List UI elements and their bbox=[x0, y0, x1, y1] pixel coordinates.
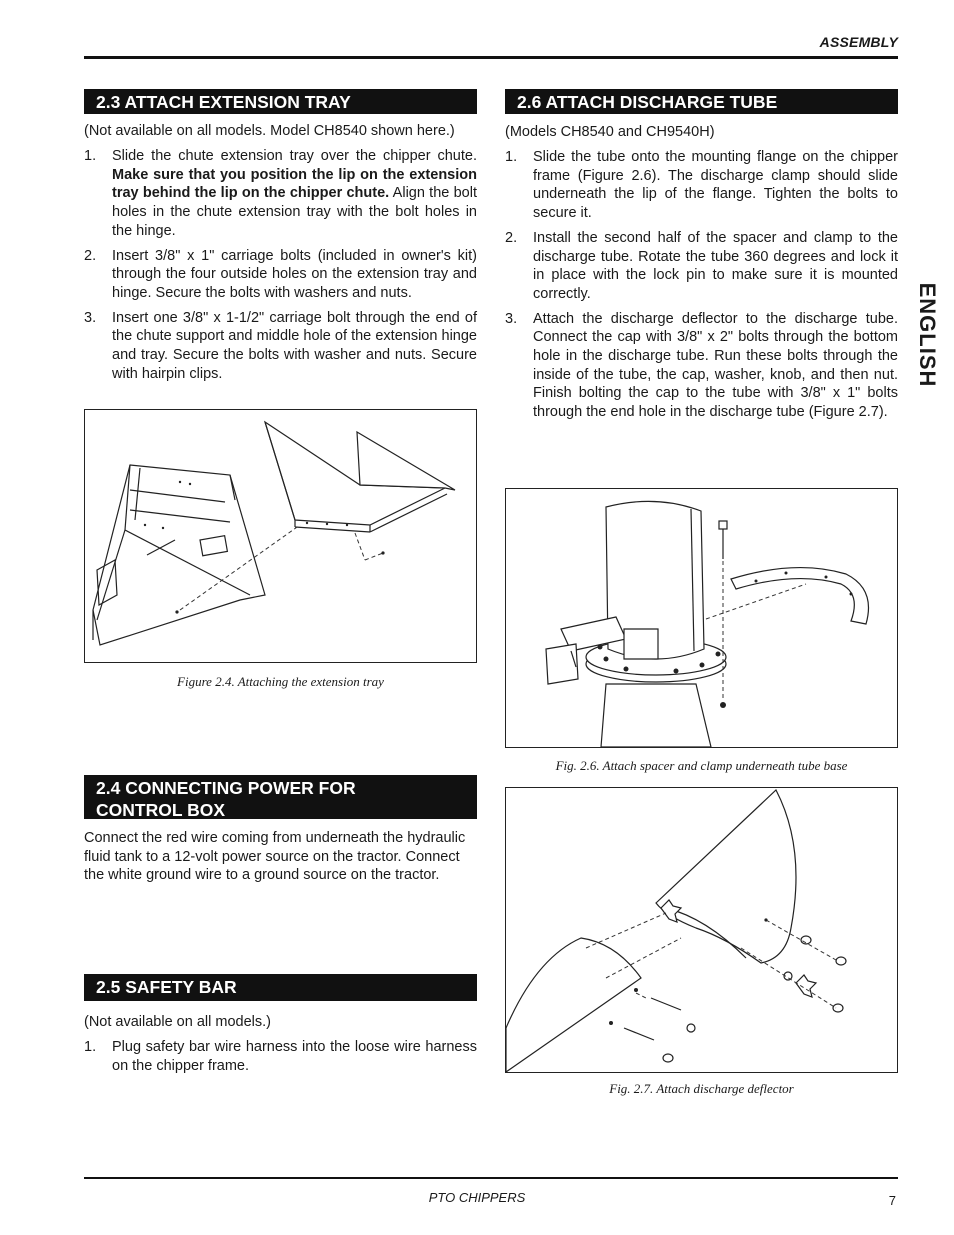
running-header: ASSEMBLY bbox=[819, 34, 898, 50]
section-2-6-steps bbox=[505, 148, 898, 428]
section-2-4-heading: 2.4 CONNECTING POWER FOR CONTROL BOX bbox=[84, 775, 477, 819]
list-item: 3. Insert one 3/8" x 1-1/2" carriage bolt through the end of the chute support and middle hole of the extension hinge and tray. Secure the bolts with washer and nuts. Secure with hairpin clips. bbox=[84, 309, 477, 382]
section-2-6-note: (Models CH8540 and CH9540H) bbox=[505, 124, 715, 140]
section-2-5-note: (Not available on all models.) bbox=[84, 1014, 271, 1030]
section-2-5-steps bbox=[84, 1038, 477, 1081]
figure-2-4-caption: Figure 2.4. Attaching the extension tray bbox=[177, 674, 384, 689]
figure-2-6-caption: Fig. 2.6. Attach spacer and clamp underneath tube base bbox=[555, 758, 848, 773]
section-2-3-note: (Not available on all models. Model CH8540 shown here.) bbox=[84, 123, 455, 139]
language-tab bbox=[910, 280, 944, 390]
figure-2-4 bbox=[84, 409, 477, 663]
section-2-3-heading: 2.3 ATTACH EXTENSION TRAY bbox=[84, 89, 477, 114]
footer-title: PTO CHIPPERS bbox=[428, 1190, 526, 1205]
extension-tray-illustration bbox=[85, 410, 476, 662]
page-number: 7 bbox=[888, 1193, 896, 1208]
header-rule bbox=[84, 56, 898, 59]
list-item: 1. Slide the chute extension tray over the chipper chute. Make sure that you position the lip on the extension tray behind the lip on the chipper chute. Align the bolt holes in the chute extension tray with the bolt holes in the hinge. bbox=[84, 148, 477, 239]
list-item: 1. Plug safety bar wire harness into the loose wire harness on the chipper frame. bbox=[84, 1039, 477, 1074]
list-item: 3. Attach the discharge deflector to the discharge tube. Connect the cap with 3/8" x 2" bolts through the bottom hole in the discharge tube. Run these bolts through the inside of the tube, the cap, washer, knob, and then nut. Finish bolting the cap to the tube with 3/8" x 1" bolts through the end hole in the discharge tube (Figure 2.7). bbox=[505, 310, 898, 421]
list-item: 1. Slide the tube onto the mounting flange on the chipper frame (Figure 2.6). The discharge clamp should slide underneath the lip of the flange. Tighten the bolts to secure it. bbox=[505, 149, 898, 222]
section-2-5-heading: 2.5 SAFETY BAR bbox=[84, 974, 477, 1001]
figure-2-7 bbox=[505, 787, 898, 1073]
figure-2-6 bbox=[505, 488, 898, 748]
list-item: 2. Insert 3/8" x 1" carriage bolts (included in owner's kit) through the four outside holes on the extension tray and hinge. Secure the bolts with washers and nuts. bbox=[84, 247, 477, 301]
discharge-deflector-illustration bbox=[506, 788, 897, 1072]
footer-rule bbox=[84, 1177, 898, 1179]
section-2-6-heading: 2.6 ATTACH DISCHARGE TUBE bbox=[505, 89, 898, 114]
section-2-4-text: Connect the red wire coming from underneath the hydraulic fluid tank to a 12-volt power source on the tractor. Connect the white ground wire to a ground source on the tractor. bbox=[84, 830, 466, 884]
list-item: 2. Install the second half of the spacer and clamp to the discharge tube. Rotate the tube 360 degrees and lock it in place with the lock pin to make sure it is mounted correctly. bbox=[505, 229, 898, 302]
language-tab-label: ENGLISH bbox=[915, 282, 940, 388]
discharge-tube-illustration bbox=[506, 489, 897, 747]
figure-2-7-caption: Fig. 2.7. Attach discharge deflector bbox=[609, 1081, 794, 1096]
emphasis-text: Make sure that you position the lip on the extension tray behind the lip on the chipper chute. bbox=[112, 166, 477, 202]
section-2-3-steps bbox=[84, 147, 477, 389]
